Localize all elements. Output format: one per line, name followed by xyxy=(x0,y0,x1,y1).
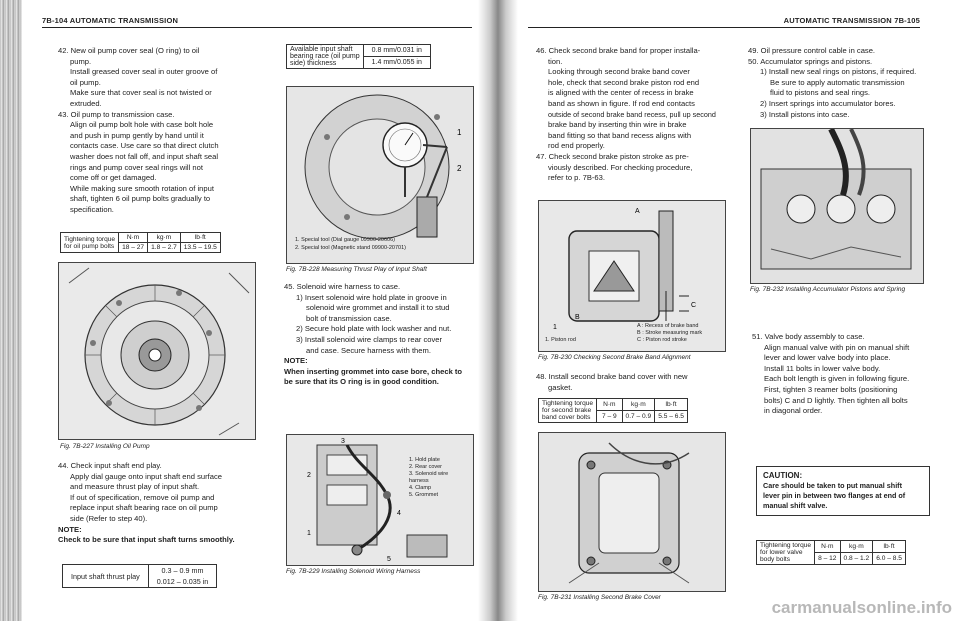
left-binding-edge xyxy=(0,0,22,621)
thrust-value-in: 0.012 – 0.035 in xyxy=(148,576,217,588)
note-heading: NOTE: xyxy=(58,524,82,534)
caution-title: CAUTION: xyxy=(763,471,803,480)
svg-text:B: B xyxy=(575,314,580,321)
text-line: Align manual valve with pin on manual shift xyxy=(764,342,910,352)
torque-label: Tightening torque for second brake band cover bolts xyxy=(539,399,597,423)
text-line: gasket. xyxy=(548,382,573,392)
figure-accumulator xyxy=(750,128,924,284)
value-nm: 7 – 9 xyxy=(597,411,622,423)
column-1 xyxy=(58,46,263,216)
step-45-title: 45. Solenoid wire harness to case. xyxy=(284,282,401,291)
svg-text:A: A xyxy=(635,208,640,215)
text-line: fluid to pistons and seal rings. xyxy=(770,88,871,98)
step-43-title: 43. Oil pump to transmission case. xyxy=(58,109,175,119)
column-4-lower xyxy=(752,332,928,417)
text-line: 1) Insert solenoid wire hold plate in groove in xyxy=(296,292,447,302)
svg-text:4: 4 xyxy=(397,510,401,517)
race-thickness-1: 0.8 mm/0.031 in xyxy=(363,45,430,57)
available-race-table xyxy=(286,44,431,69)
figure-caption-231: Fig. 7B-231 Installing Second Brake Cover xyxy=(538,594,661,601)
text-line: solenoid wire grommet and install it to stud xyxy=(306,303,450,313)
solenoid-harness-illustration xyxy=(287,435,473,565)
text-line: and measure thrust play of input shaft. xyxy=(70,482,200,492)
text-line: outside of second brake band recess, pull up second xyxy=(548,109,716,119)
text-line: Each bolt length is given in following figure. xyxy=(764,374,910,384)
left-page-header: 7B-104 AUTOMATIC TRANSMISSION xyxy=(42,16,179,25)
unit-nm: N·m xyxy=(815,541,840,553)
legend-item: 2. Rear cover xyxy=(409,464,443,470)
text-line: brake band by inserting thin wire in brake xyxy=(548,120,687,130)
figure-caption-230: Fig. 7B-230 Checking Second Brake Band Alignment xyxy=(538,354,691,361)
text-line: hole, check that second brake piston rod end xyxy=(548,77,700,87)
svg-text:C: C xyxy=(691,302,697,309)
note-heading: NOTE: xyxy=(284,356,308,366)
accumulator-illustration xyxy=(751,129,923,283)
step-46-title: 46. Check second brake band for proper installa- xyxy=(536,46,701,55)
text-line: is aligned with the center of recess in brake xyxy=(548,88,694,98)
value-kgm: 0.8 – 1.2 xyxy=(840,553,873,565)
thrust-value-mm: 0.3 – 0.9 mm xyxy=(148,565,217,577)
text-line: extruded. xyxy=(70,98,102,108)
text-line: Install greased cover seal in outer groove of xyxy=(70,67,218,77)
step-50-title: 50. Accumulator springs and pistons. xyxy=(748,56,873,66)
available-race-label: Available input shaft bearing race (oil pump side) thickness xyxy=(287,45,364,69)
torque-label: Tightening torque for lower valve body bolts xyxy=(757,541,815,565)
torque-table-oil-pump xyxy=(60,232,221,253)
note-body-2: be sure that its O ring is in good condition. xyxy=(284,377,439,387)
legend-item: harness xyxy=(409,478,429,484)
unit-lbft: lb·ft xyxy=(180,233,220,243)
figure-caption-227: Fig. 7B-227 Installing Oil Pump xyxy=(60,443,150,450)
legend-item: 3. Solenoid wire xyxy=(409,471,449,477)
oil-pump-illustration xyxy=(59,263,255,439)
text-line: contacts case. Use care so that direct clutch xyxy=(70,141,219,151)
figure-brake-band-alignment xyxy=(538,200,726,352)
svg-text:1: 1 xyxy=(553,324,557,331)
thrust-play-table xyxy=(62,564,217,588)
legend-item: 5. Grommet xyxy=(409,492,439,498)
text-line: specification. xyxy=(70,204,114,214)
fig230-callout-c: C : Piston rod stroke xyxy=(637,337,687,343)
legend-item: 1. Hold plate xyxy=(409,457,440,463)
race-thickness-2: 1.4 mm/0.055 in xyxy=(363,57,430,69)
unit-kgm: kg·m xyxy=(840,541,873,553)
svg-text:5: 5 xyxy=(387,556,391,563)
text-line: Looking through second brake band cover xyxy=(548,67,690,77)
text-line: rod end properly. xyxy=(548,141,605,151)
figure-dial-gauge xyxy=(286,86,474,264)
text-line: First, tighten 3 reamer bolts (positioning xyxy=(764,384,898,394)
text-line: oil pump. xyxy=(70,77,101,87)
fig228-callout-2: 2. Special tool (Magnetic stand 09900-20701) xyxy=(295,245,406,251)
brake-cover-illustration xyxy=(539,433,725,591)
text-line: bolt of transmission case. xyxy=(306,313,392,323)
text-line: lever and lower valve body into place. xyxy=(764,353,891,363)
text-line: band fitting so that band recess aligns with xyxy=(548,130,692,140)
text-line: Apply dial gauge onto input shaft end surface xyxy=(70,471,222,481)
text-line: While making sure smooth rotation of input xyxy=(70,183,214,193)
left-header-rule xyxy=(42,27,472,28)
text-line: refer to p. 7B-63. xyxy=(548,173,605,183)
step-47-title: 47. Check second brake piston stroke as pre- xyxy=(536,151,689,161)
right-page-header: AUTOMATIC TRANSMISSION 7B-105 xyxy=(783,16,920,25)
value-kgm: 0.7 – 0.9 xyxy=(622,411,655,423)
text-line: 3) Install pistons into case. xyxy=(760,109,850,119)
step-51-title: 51. Valve body assembly to case. xyxy=(752,332,865,341)
caution-line: Care should be taken to put manual shift xyxy=(763,481,902,490)
figure-oil-pump xyxy=(58,262,256,440)
figure-brake-cover xyxy=(538,432,726,592)
center-gutter xyxy=(478,0,518,621)
legend-item: 4. Clamp xyxy=(409,485,432,491)
unit-kgm: kg·m xyxy=(148,233,181,243)
text-line: Install 11 bolts in lower valve body. xyxy=(764,363,881,373)
text-line: in diagonal order. xyxy=(764,406,823,416)
text-line: 1) Install new seal rings on pistons, if required. xyxy=(760,67,917,77)
text-line: tion. xyxy=(548,56,563,66)
value-nm: 18 – 27 xyxy=(119,243,148,253)
text-line: rings and pump cover seal rings will not xyxy=(70,162,203,172)
step-49-title: 49. Oil pressure control cable in case. xyxy=(748,46,876,55)
figure-caption-228: Fig. 7B-228 Measuring Thrust Play of Input Shaft xyxy=(286,266,427,273)
torque-table-brake-cover xyxy=(538,398,688,423)
unit-nm: N·m xyxy=(119,233,148,243)
fig228-callout-1: 1. Special tool (Dial gauge 09900-20606) xyxy=(295,237,395,243)
watermark: carmanualsonline.info xyxy=(771,598,952,617)
text-line: band as shown in figure. If rod end contacts xyxy=(548,98,695,108)
svg-text:2: 2 xyxy=(457,164,462,173)
caution-box xyxy=(756,466,930,516)
fig230-callout-1: 1. Piston rod xyxy=(545,337,576,343)
text-line: and push in pump gently by hand until it xyxy=(70,130,204,140)
text-line: Make sure that cover seal is not twisted or xyxy=(70,88,212,98)
text-line: bolts) C and D lightly. Then tighten all bolts xyxy=(764,395,908,405)
text-line: and case. Secure harness with them. xyxy=(306,345,431,355)
svg-text:3: 3 xyxy=(341,438,345,445)
text-line: shaft, tighten 6 oil pump bolts gradually to xyxy=(70,194,211,204)
torque-label: Tightening torque for oil pump bolts xyxy=(61,233,119,253)
caution-line: manual shift valve. xyxy=(763,501,828,510)
column-4 xyxy=(748,46,926,120)
text-line: 2) Secure hold plate with lock washer and nut. xyxy=(296,324,452,334)
text-line: viously described. For checking procedure, xyxy=(548,162,693,172)
text-line: side (Refer to step 40). xyxy=(70,513,148,523)
value-kgm: 1.8 – 2.7 xyxy=(148,243,181,253)
figure-solenoid-harness xyxy=(286,434,474,566)
value-nm: 8 – 12 xyxy=(815,553,840,565)
text-line: replace input shaft bearing race on oil pump xyxy=(70,503,218,513)
figure-caption-229: Fig. 7B-229 Installing Solenoid Wiring Harness xyxy=(286,568,421,575)
caution-line: lever pin in between two flanges at end of xyxy=(763,491,906,500)
torque-table-valve-body xyxy=(756,540,906,565)
fig230-callout-a: A : Recess of brake band xyxy=(637,323,699,329)
text-line: Be sure to apply automatic transmission xyxy=(770,77,905,87)
unit-nm: N·m xyxy=(597,399,622,411)
fig229-legend xyxy=(409,457,448,499)
value-lbft: 5.5 – 6.5 xyxy=(655,411,688,423)
note-body: Check to be sure that input shaft turns smoothly. xyxy=(58,535,235,545)
value-lbft: 13.5 – 19.5 xyxy=(180,243,220,253)
step-42-title: 42. New oil pump cover seal (O ring) to oil xyxy=(58,46,200,55)
note-body-1: When inserting grommet into case bore, check to xyxy=(284,366,463,376)
text-line: 2) Insert springs into accumulator bores. xyxy=(760,98,896,108)
text-line: Align oil pump bolt hole with case bolt hole xyxy=(70,120,214,130)
svg-text:1: 1 xyxy=(307,530,311,537)
svg-text:2: 2 xyxy=(307,472,311,479)
unit-kgm: kg·m xyxy=(622,399,655,411)
text-line: 3) Install solenoid wire clamps to rear cover xyxy=(296,334,443,344)
unit-lbft: lb·ft xyxy=(655,399,688,411)
text-line: If out of specification, remove oil pump and xyxy=(70,492,215,502)
unit-lbft: lb·ft xyxy=(873,541,906,553)
step-48-title: 48. Install second brake band cover with new xyxy=(536,372,688,381)
column-1-lower xyxy=(58,461,263,546)
step-44-title: 44. Check input shaft end play. xyxy=(58,461,162,470)
column-2 xyxy=(284,282,474,388)
fig230-callout-b: B : Stroke measuring mark xyxy=(637,330,703,336)
column-3-mid xyxy=(536,372,726,393)
text-line: washer does not fall off, and input shaft seal xyxy=(70,151,219,161)
text-line: come off or get damaged. xyxy=(70,173,157,183)
figure-caption-232: Fig. 7B-232 Installing Accumulator Pistons and Spring xyxy=(750,286,906,293)
text-line: pump. xyxy=(70,56,92,66)
value-lbft: 6.0 – 8.5 xyxy=(873,553,906,565)
right-header-rule xyxy=(528,27,920,28)
column-3 xyxy=(536,46,726,184)
svg-text:1: 1 xyxy=(457,128,462,137)
thrust-label: Input shaft thrust play xyxy=(63,565,149,588)
